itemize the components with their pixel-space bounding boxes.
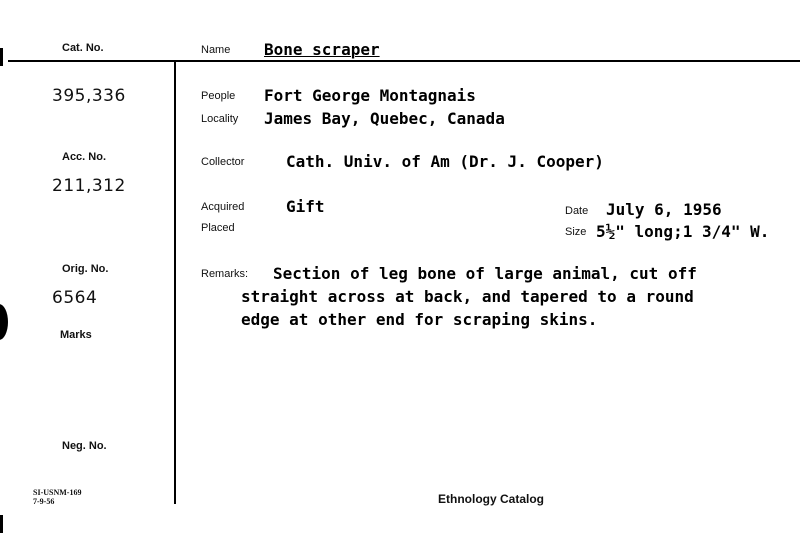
remarks-line-3: edge at other end for scraping skins. [241, 310, 598, 329]
acquired-value: Gift [286, 197, 325, 216]
collector-label: Collector [201, 156, 245, 168]
remarks-line-1: Section of leg bone of large animal, cut off [273, 264, 697, 283]
people-label: People [201, 90, 236, 102]
size-value: 5½" long;1 3/4" W. [596, 222, 770, 241]
date-value: July 6, 1956 [606, 200, 722, 219]
placed-label: Placed [201, 222, 235, 234]
cat-no-label: Cat. No. [62, 42, 104, 54]
date-label: Date [565, 205, 589, 217]
acquired-label: Acquired [201, 201, 245, 213]
acc-no-value: 211,312 [52, 176, 126, 196]
orig-no-label: Orig. No. [62, 263, 109, 275]
catalog-title: Ethnology Catalog [438, 492, 544, 506]
acc-no-label: Acc. No. [62, 151, 107, 163]
remarks-line-2: straight across at back, and tapered to a round [241, 287, 694, 306]
name-value: Bone scraper [264, 40, 380, 59]
collector-value: Cath. Univ. of Am (Dr. J. Cooper) [286, 152, 604, 171]
orig-no-value: 6564 [52, 288, 98, 308]
marks-label: Marks [60, 329, 92, 341]
cat-no-value: 395,336 [52, 86, 126, 106]
punch-hole [0, 304, 8, 340]
form-id-number: SI-USNM-169 [33, 488, 82, 497]
people-value: Fort George Montagnais [264, 86, 476, 105]
edge-mark [0, 48, 3, 66]
locality-value: James Bay, Quebec, Canada [264, 109, 505, 128]
edge-mark [0, 515, 3, 533]
locality-label: Locality [201, 113, 239, 125]
size-label: Size [565, 226, 587, 238]
header-rule [8, 60, 800, 62]
form-id [33, 488, 81, 506]
remarks-label: Remarks: [201, 268, 249, 280]
column-divider [174, 60, 176, 504]
name-label: Name [201, 44, 231, 56]
form-id-date: 7-9-56 [33, 497, 55, 506]
neg-no-label: Neg. No. [62, 440, 107, 452]
